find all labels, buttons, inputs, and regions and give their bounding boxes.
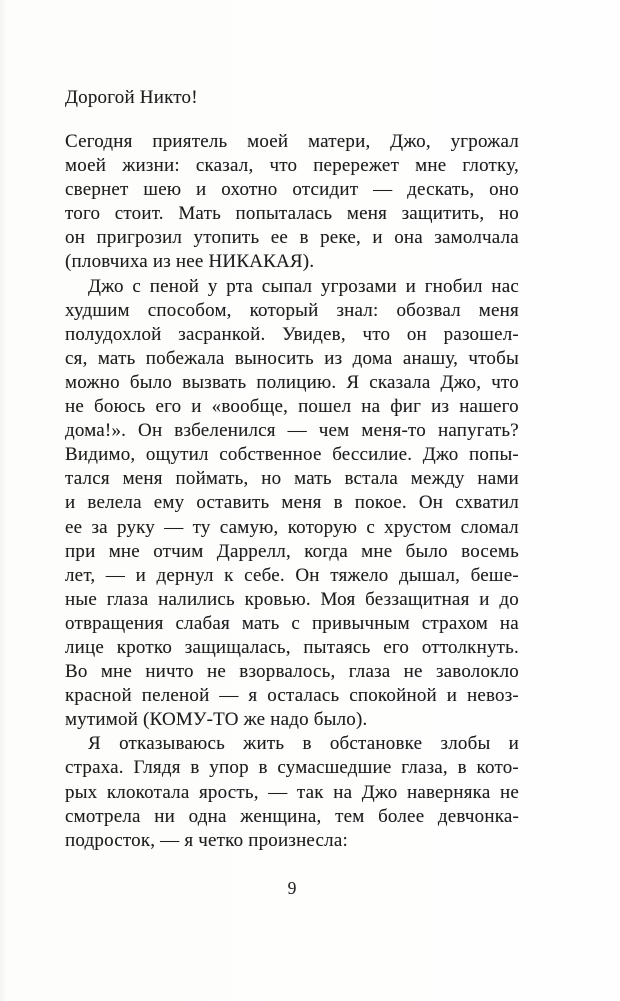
paragraph	[65, 130, 519, 275]
text-line: Во мне ничто не взорвалось, глаза не заволокло	[65, 661, 519, 683]
text-line: при мне отчим Даррелл, когда мне было восемь	[65, 540, 519, 562]
text-line: отвращения слабая мать с привычным страхом на	[65, 612, 519, 634]
text-line: можно было вызвать полицию. Я сказала Джо, что	[65, 371, 519, 393]
page-text-block	[65, 86, 519, 853]
text-line: и велела ему оставить меня в покое. Он схватил	[65, 492, 519, 514]
paragraph	[65, 732, 519, 852]
text-line: свернет шею и охотно отсидит — дескать, оно	[65, 179, 519, 201]
text-line: лице кротко защищалась, пытаясь его оттолкнуть.	[65, 636, 519, 658]
text-line: он пригрозил утопить ее в реке, и она замолчала	[65, 227, 519, 249]
text-line: не боюсь его и «вообще, пошел на фиг из нашего	[65, 396, 519, 418]
text-line: смотрела ни одна женщина, тем более девчонка-	[65, 805, 519, 827]
text-line: того стоит. Мать попыталась меня защитить, но	[65, 203, 519, 225]
text-line: Видимо, ощутил собственное бессилие. Джо попы-	[65, 444, 519, 466]
text-line: худшим способом, который знал: обозвал меня	[65, 299, 519, 321]
text-line: страха. Глядя в упор в сумасшедшие глаза, в кото-	[65, 757, 519, 779]
page-number: 9	[287, 878, 297, 898]
paragraph	[65, 275, 519, 733]
text-line: ные глаза налились кровью. Моя беззащитная и до	[65, 588, 519, 610]
letter-body	[65, 130, 519, 853]
text-line: Я отказываюсь жить в обстановке злобы и	[88, 733, 519, 755]
text-line: Джо с пеной у рта сыпал угрозами и гнобил нас	[88, 275, 519, 297]
text-line: мутимой (КОМУ-ТО же надо было).	[65, 709, 368, 731]
text-line: тался меня поймать, но мать встала между нами	[65, 468, 519, 490]
text-line: рых клокотала ярость, — так на Джо наверняка не	[65, 781, 519, 803]
letter-salutation: Дорогой Никто!	[65, 87, 198, 108]
text-line: моей жизни: сказал, что перережет мне глотку,	[65, 155, 519, 177]
text-line: лет, — и дернул к себе. Он тяжело дышал, беше-	[65, 564, 519, 586]
text-line: ее за руку — ту самую, которую с хрустом сломал	[65, 516, 519, 538]
text-line: (пловчиха из нее НИКАКАЯ).	[65, 251, 315, 273]
text-line: дома!». Он взбеленился — чем меня-то напугать?	[65, 420, 519, 442]
text-line: подросток, — я четко произнесла:	[65, 829, 348, 851]
text-line: ся, мать побежала выносить из дома анашу, чтобы	[65, 347, 519, 369]
text-line: красной пеленой — я осталась спокойной и невоз-	[65, 685, 519, 707]
text-line: полудохлой засранкой. Увидев, что он разошел-	[65, 323, 519, 345]
text-line: Сегодня приятель моей матери, Джо, угрожал	[65, 131, 519, 152]
